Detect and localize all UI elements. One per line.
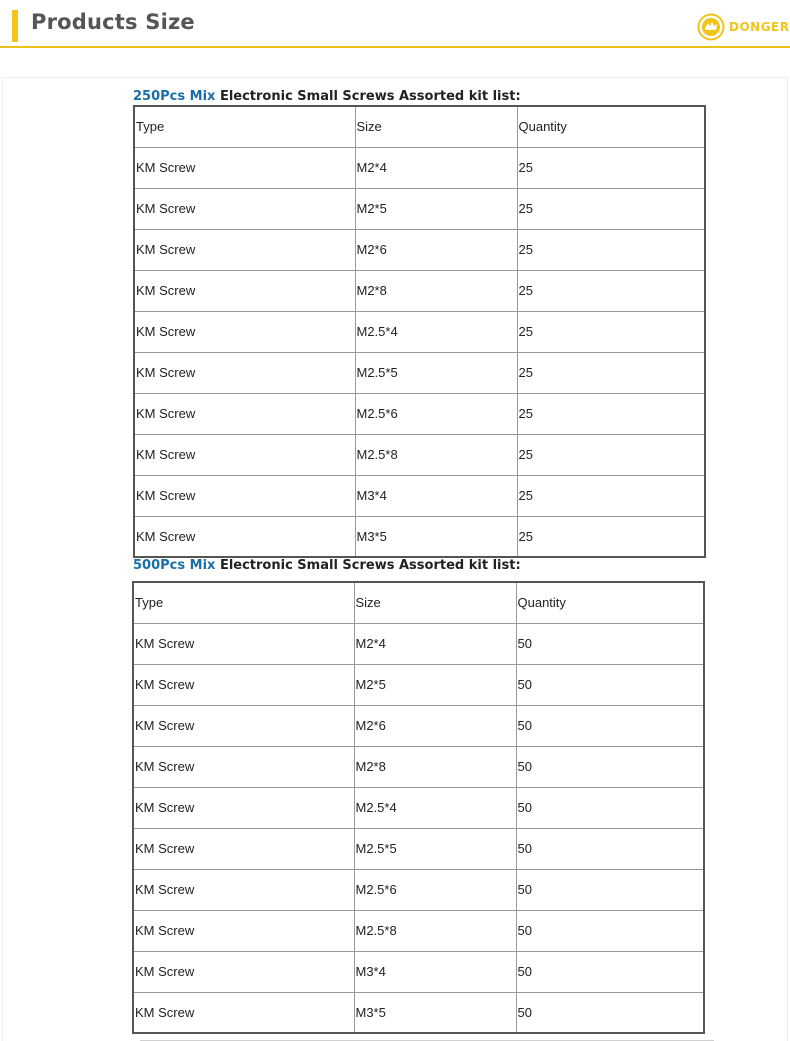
- table-cell: KM Screw: [134, 434, 355, 475]
- table-cell: M2.5*4: [354, 787, 516, 828]
- table-cell: 50: [516, 664, 704, 705]
- table-cell: KM Screw: [134, 475, 355, 516]
- column-header: Type: [133, 582, 354, 623]
- table-row: [134, 147, 705, 188]
- table-cell: 25: [517, 147, 705, 188]
- column-header: Type: [134, 106, 355, 147]
- table-cell: M2*5: [355, 188, 517, 229]
- table-cell: 50: [516, 869, 704, 910]
- table-cell: KM Screw: [134, 516, 355, 557]
- table-row: [133, 951, 704, 992]
- table-cell: KM Screw: [133, 664, 354, 705]
- table-row: [133, 787, 704, 828]
- kit-table-250: [133, 105, 706, 558]
- table-cell: M3*4: [355, 475, 517, 516]
- table-cell: 50: [516, 746, 704, 787]
- table-cell: 25: [517, 352, 705, 393]
- table-cell: M3*5: [354, 992, 516, 1033]
- table-row: [134, 229, 705, 270]
- table-cell: KM Screw: [133, 992, 354, 1033]
- table-cell: 25: [517, 475, 705, 516]
- table-row: [133, 664, 704, 705]
- kit-title-text: Electronic Small Screws Assorted kit list:: [215, 89, 521, 104]
- table-cell: M2.5*5: [354, 828, 516, 869]
- table-cell: 25: [517, 270, 705, 311]
- table-row: [133, 705, 704, 746]
- donger-logo-icon: [697, 13, 725, 41]
- table-cell: KM Screw: [133, 828, 354, 869]
- table-cell: 25: [517, 188, 705, 229]
- table-cell: 25: [517, 311, 705, 352]
- table-cell: 25: [517, 229, 705, 270]
- table-row: [134, 475, 705, 516]
- table-cell: 50: [516, 992, 704, 1033]
- column-header: Size: [354, 582, 516, 623]
- table-cell: M2*8: [354, 746, 516, 787]
- table-cell: M2*4: [355, 147, 517, 188]
- table-cell: KM Screw: [134, 311, 355, 352]
- table-cell: M2*6: [354, 705, 516, 746]
- table-row: [134, 311, 705, 352]
- kit-title-500: [133, 558, 521, 573]
- table-row: [133, 992, 704, 1033]
- table-cell: M2.5*4: [355, 311, 517, 352]
- table-cell: M3*5: [355, 516, 517, 557]
- table-cell: KM Screw: [133, 951, 354, 992]
- table-cell: 25: [517, 434, 705, 475]
- table-cell: KM Screw: [134, 393, 355, 434]
- kit-title-250: [133, 89, 521, 104]
- kit-title-text: Electronic Small Screws Assorted kit list:: [215, 558, 521, 573]
- table-row: [133, 746, 704, 787]
- table-cell: KM Screw: [134, 188, 355, 229]
- table-cell: M3*4: [354, 951, 516, 992]
- table-row: [133, 869, 704, 910]
- kit-table-500: [132, 581, 705, 1034]
- table-row: [134, 188, 705, 229]
- table-cell: KM Screw: [133, 623, 354, 664]
- brand-logo: [697, 12, 790, 42]
- table-row: [134, 434, 705, 475]
- table-cell: M2.5*6: [355, 393, 517, 434]
- table-cell: 25: [517, 516, 705, 557]
- table-row: [133, 828, 704, 869]
- table-header-row: [134, 106, 705, 147]
- table-row: [134, 516, 705, 557]
- table-cell: KM Screw: [134, 352, 355, 393]
- table-cell: KM Screw: [133, 869, 354, 910]
- table-cell: KM Screw: [134, 147, 355, 188]
- table-cell: M2*5: [354, 664, 516, 705]
- table-cell: 50: [516, 623, 704, 664]
- table-cell: 25: [517, 393, 705, 434]
- table-cell: 50: [516, 787, 704, 828]
- table-cell: M2.5*6: [354, 869, 516, 910]
- table-cell: M2*6: [355, 229, 517, 270]
- kit-title-highlight: 250Pcs Mix: [133, 89, 216, 104]
- column-header: Quantity: [516, 582, 704, 623]
- header-accent-bar: [12, 10, 18, 42]
- logo-text: DONGER: [729, 20, 790, 34]
- table-cell: M2*4: [354, 623, 516, 664]
- column-header: Size: [355, 106, 517, 147]
- page-header: [0, 0, 790, 48]
- table-row: [134, 352, 705, 393]
- table-row: [133, 910, 704, 951]
- column-header: Quantity: [517, 106, 705, 147]
- table-cell: M2*8: [355, 270, 517, 311]
- table-cell: M2.5*8: [354, 910, 516, 951]
- table-row: [133, 623, 704, 664]
- table-cell: 50: [516, 828, 704, 869]
- table-cell: KM Screw: [133, 787, 354, 828]
- table-cell: KM Screw: [133, 746, 354, 787]
- table-cell: 50: [516, 910, 704, 951]
- table-row: [134, 393, 705, 434]
- table-cell: KM Screw: [134, 229, 355, 270]
- table-cell: M2.5*5: [355, 352, 517, 393]
- table-cell: M2.5*8: [355, 434, 517, 475]
- table-cell: 50: [516, 705, 704, 746]
- table-cell: KM Screw: [133, 910, 354, 951]
- table-cell: KM Screw: [134, 270, 355, 311]
- table-header-row: [133, 582, 704, 623]
- kit-title-highlight: 500Pcs Mix: [133, 558, 216, 573]
- table-cell: 50: [516, 951, 704, 992]
- table-cell: KM Screw: [133, 705, 354, 746]
- table-row: [134, 270, 705, 311]
- page-title: Products Size: [31, 10, 195, 34]
